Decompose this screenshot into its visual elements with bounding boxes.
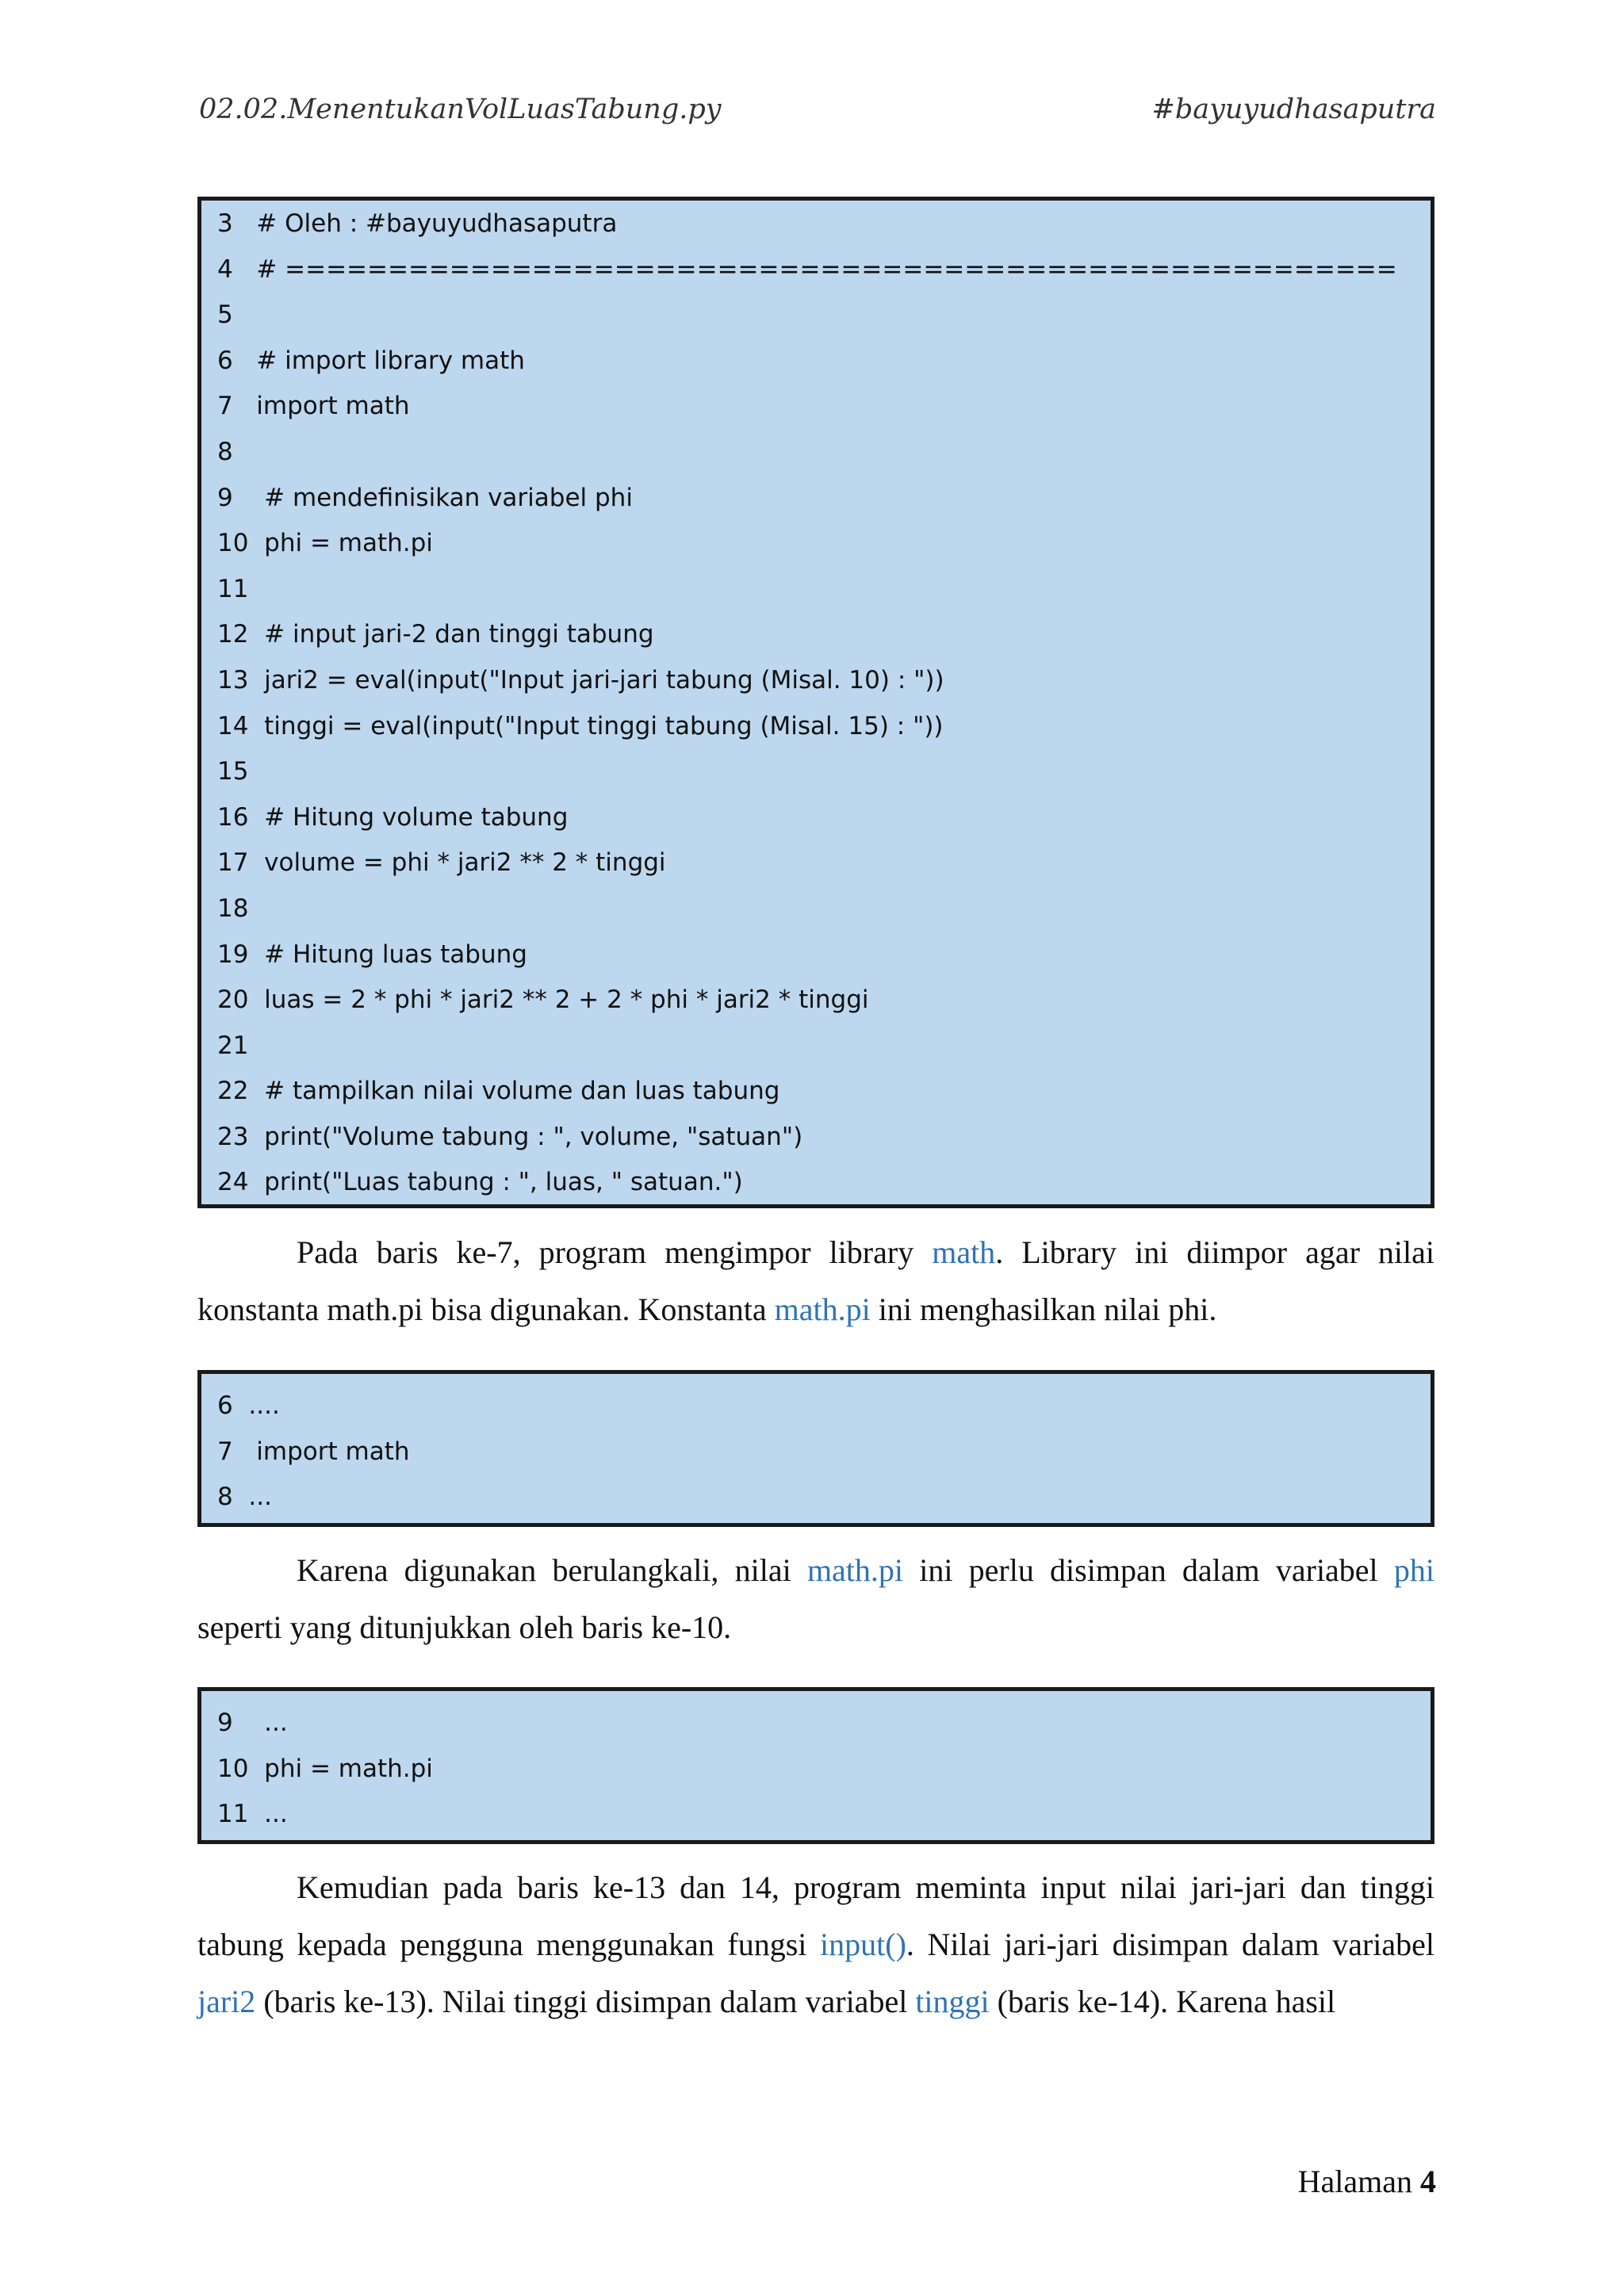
highlight-math-pi: math.pi xyxy=(774,1292,871,1327)
code-line: 24 print("Luas tabung : ", luas, " satuan.") xyxy=(217,1168,743,1197)
code-line: 7 import math xyxy=(217,1437,410,1466)
para-text: (baris ke-14). Karena hasil xyxy=(989,1984,1336,2019)
header-author-tag: #bayuyudhasaputra xyxy=(1151,94,1436,125)
code-line: 10 phi = math.pi xyxy=(217,1754,433,1783)
code-line: 7 import math xyxy=(217,392,410,421)
code-block-main xyxy=(197,197,1434,1208)
page-number: 4 xyxy=(1420,2164,1436,2199)
code-line: 3 # Oleh : #bayuyudhasaputra xyxy=(217,209,618,238)
highlight-math-pi: math.pi xyxy=(806,1552,904,1588)
code-block-snippet-import xyxy=(197,1370,1434,1527)
header-filename: 02.02.MenentukanVolLuasTabung.py xyxy=(199,94,722,125)
code-line: 9 ... xyxy=(217,1709,288,1737)
code-line: 10 phi = math.pi xyxy=(217,529,433,558)
highlight-input: input() xyxy=(820,1927,906,1962)
page-footer xyxy=(1298,2163,1436,2200)
footer-label: Halaman xyxy=(1297,2164,1412,2199)
code-line: 8 ... xyxy=(217,1483,272,1512)
code-line: 23 print("Volume tabung : ", volume, "satuan") xyxy=(217,1122,803,1151)
para-text: ini perlu disimpan dalam variabel xyxy=(903,1552,1394,1588)
code-line: 18 xyxy=(217,894,249,923)
para-text: Karena digunakan berulangkali, nilai xyxy=(297,1552,807,1588)
code-line: 15 xyxy=(217,757,249,786)
code-line: 6 .... xyxy=(217,1391,280,1420)
code-line: 9 # mendefinisikan variabel phi xyxy=(217,483,633,512)
para-text: Pada baris ke-7, program mengimpor library xyxy=(297,1234,933,1270)
paragraph-phi-variable xyxy=(197,1542,1434,1656)
code-line: 13 jari2 = eval(input("Input jari-jari tabung (Misal. 10) : ")) xyxy=(217,665,944,695)
code-line: 19 # Hitung luas tabung xyxy=(217,939,527,969)
para-text: Kemudian pada baris ke-13 dan 14, program meminta input nilai jari-jari dan tinggi tabung kepada pengguna menggunakan fungsi xyxy=(197,1869,1434,1962)
para-text: . Library ini diimpor agar nilai konstanta math.pi bisa digunakan. Konstanta xyxy=(197,1234,1435,1327)
code-block-snippet-phi xyxy=(197,1687,1434,1844)
highlight-tinggi: tinggi xyxy=(915,1984,990,2019)
code-line: 4 # ====================================================== xyxy=(217,254,1397,284)
code-line: 16 # Hitung volume tabung xyxy=(217,802,569,832)
code-line: 14 tinggi = eval(input("Input tinggi tabung (Misal. 15) : ")) xyxy=(217,711,944,740)
code-line: 8 xyxy=(217,437,233,466)
page-header xyxy=(199,89,1436,136)
code-line: 17 volume = phi * jari2 ** 2 * tinggi xyxy=(217,848,666,878)
para-text: ini menghasilkan nilai phi. xyxy=(870,1292,1217,1327)
highlight-jari2: jari2 xyxy=(197,1984,256,2019)
code-line: 5 xyxy=(217,300,233,330)
highlight-phi: phi xyxy=(1393,1552,1435,1588)
highlight-math: math xyxy=(932,1234,996,1270)
code-line: 12 # input jari-2 dan tinggi tabung xyxy=(217,620,654,649)
para-text: seperti yang ditunjukkan oleh baris ke-10. xyxy=(197,1609,732,1645)
code-line: 21 xyxy=(217,1031,249,1060)
code-line: 11 ... xyxy=(217,1800,288,1829)
code-line: 11 xyxy=(217,574,249,603)
para-text: . Nilai jari-jari disimpan dalam variabel xyxy=(906,1927,1434,1962)
code-line: 22 # tampilkan nilai volume dan luas tabung xyxy=(217,1077,780,1106)
code-line: 6 # import library math xyxy=(217,346,525,375)
code-line: 20 luas = 2 * phi * jari2 ** 2 + 2 * phi * jari2 * tinggi xyxy=(217,985,869,1015)
para-text: (baris ke-13). Nilai tinggi disimpan dalam variabel xyxy=(255,1984,916,2019)
paragraph-import-math xyxy=(197,1224,1434,1338)
paragraph-input-explanation xyxy=(197,1859,1434,2030)
